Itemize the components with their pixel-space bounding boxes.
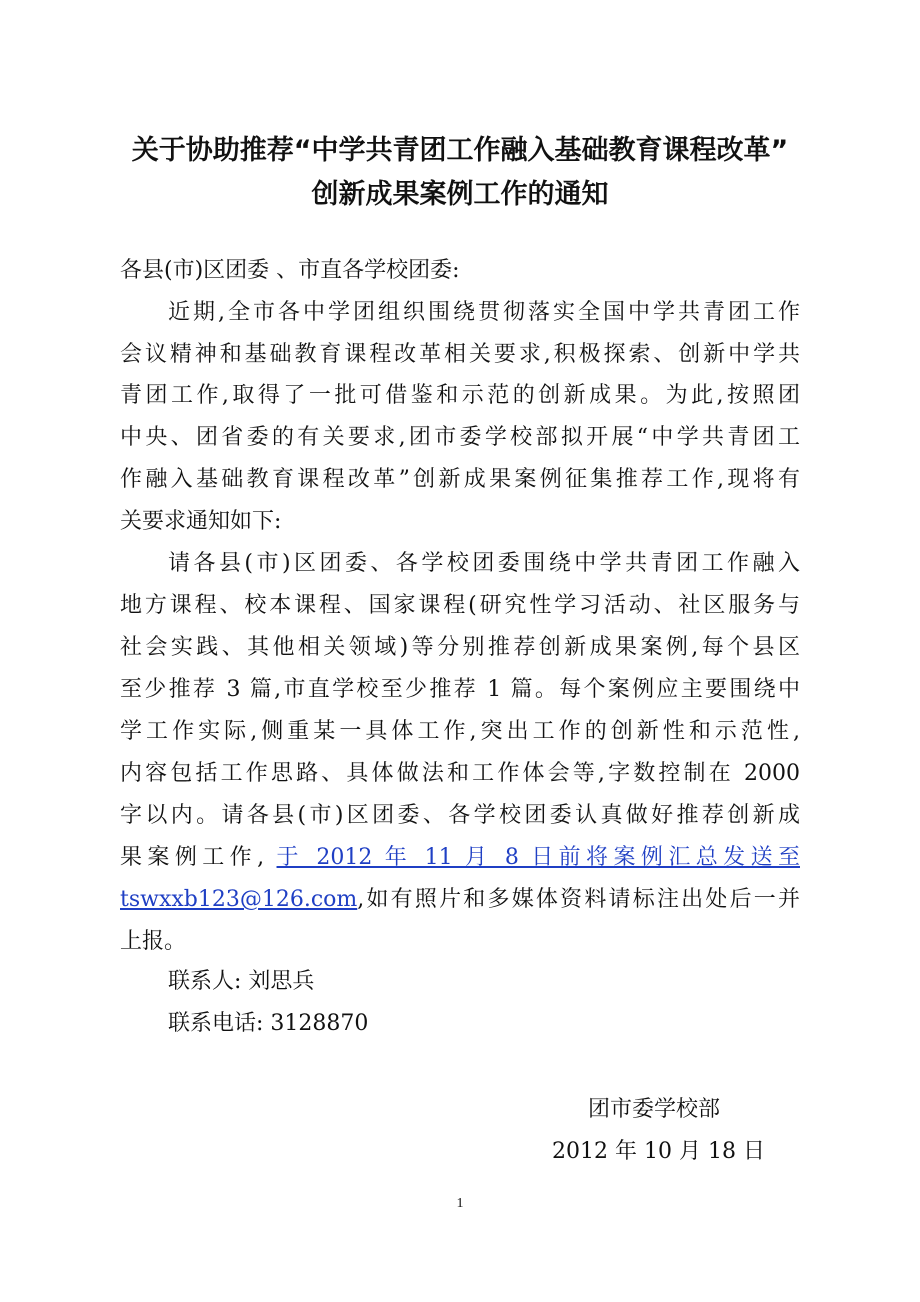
paragraph-2-line-8 [120,844,800,872]
paragraph-1-line: 会议精神和基础教育课程改革相关要求,积极探索、创新中学共 [120,342,800,367]
paragraph-1-line: 关要求通知如下: [120,509,282,534]
line-8-prefix: 果案例工作, [120,845,265,870]
line-9-suffix: ,如有照片和多媒体资料请标注出处后一并 [357,887,800,912]
salutation: 各县(市)区团委 、市直各学校团委: [120,258,460,283]
paragraph-2-line: 至少推荐 3 篇,市直学校至少推荐 1 篇。每个案例应主要围绕中 [120,677,800,702]
paragraph-2-line: 上报。 [120,929,187,954]
contact-person: 联系人: 刘思兵 [168,969,315,994]
page-number: 1 [456,1196,464,1211]
paragraph-2-line: 字以内。请各县(市)区团委、各学校团委认真做好推荐创新成 [120,803,800,828]
paragraph-2-line: 学工作实际,侧重某一具体工作,突出工作的创新性和示范性, [120,719,800,744]
signature-organization: 团市委学校部 [588,1097,721,1122]
document-title-line-2: 创新成果案例工作的通知 [311,179,609,210]
signature-date: 2012 年 10 月 18 日 [552,1139,765,1164]
paragraph-1-line: 中央、团省委的有关要求,团市委学校部拟开展“中学共青团工 [120,425,800,450]
paragraph-2-line: 内容包括工作思路、具体做法和工作体会等,字数控制在 2000 [120,761,800,786]
paragraph-1-line: 作融入基础教育课程改革”创新成果案例征集推荐工作,现将有 [120,467,800,492]
paragraph-2-line: 请各县(市)区团委、各学校团委围绕中学共青团工作融入 [168,551,800,576]
deadline-link[interactable]: 于 2012 年 11 月 8 日前将案例汇总发送至 [276,845,800,870]
email-link[interactable]: tswxxb123@126.com [120,887,358,912]
paragraph-2-line: 社会实践、其他相关领域)等分别推荐创新成果案例,每个县区 [120,635,800,660]
paragraph-2-line-9 [120,886,800,914]
paragraph-1-line: 近期,全市各中学团组织围绕贯彻落实全国中学共青团工作 [168,300,800,325]
paragraph-2-line: 地方课程、校本课程、国家课程(研究性学习活动、社区服务与 [120,593,800,618]
contact-phone: 联系电话: 3128870 [168,1011,369,1036]
paragraph-1-line: 青团工作,取得了一批可借鉴和示范的创新成果。为此,按照团 [120,383,800,408]
document-title-line-1: 关于协助推荐“中学共青团工作融入基础教育课程改革” [131,135,789,166]
